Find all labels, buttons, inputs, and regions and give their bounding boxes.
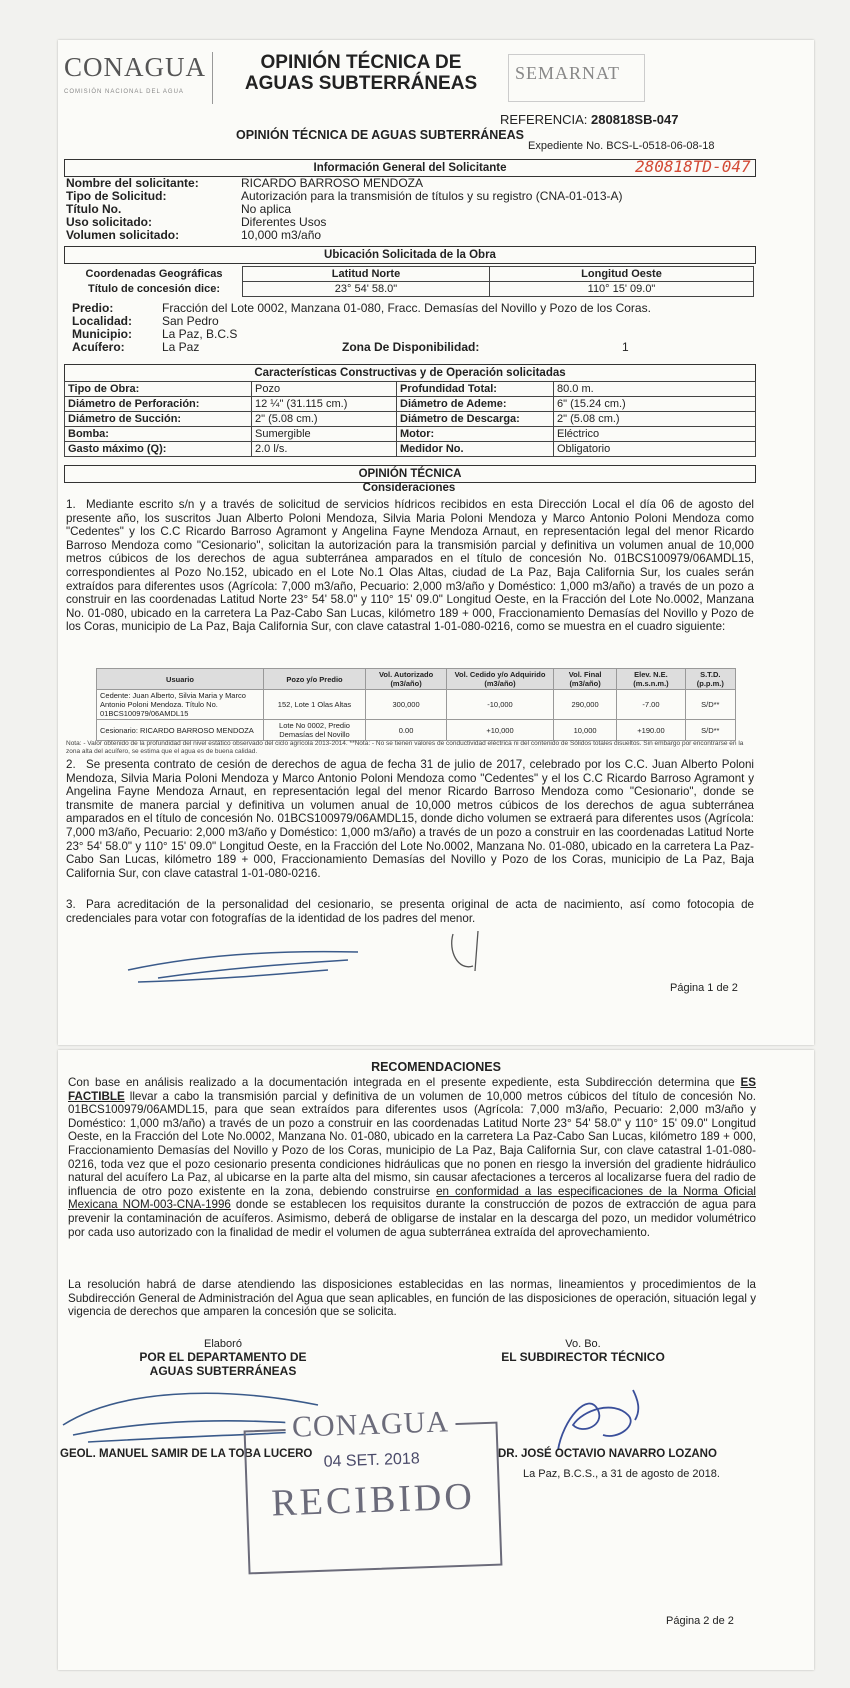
char-value: Eléctrico — [554, 427, 756, 442]
handwritten-reference: 280818TD-047 — [635, 157, 751, 176]
char-value: 80.0 m. — [554, 382, 756, 397]
property-value: Fracción del Lote 0002, Manzana 01-080, Fracc. Demasías del Novillo y Pozo de los Coras. — [162, 301, 651, 315]
reference-value: 280818SB-047 — [591, 112, 679, 127]
mini-cell: Cedente: Juan Alberto, Silvia Maria y Marco Antonio Poloni Mendoza. Título No. 01BCS100979/06AMDL15 — [97, 690, 264, 720]
longitude-header: Longitud Oeste — [490, 267, 754, 282]
general-label: Tipo de Solicitud: — [66, 189, 167, 203]
mini-header: S.T.D. (p.p.m.) — [685, 669, 735, 690]
characteristics-table — [64, 381, 756, 457]
mini-cell: -10,000 — [447, 690, 554, 720]
general-row — [66, 229, 756, 242]
location-label: Localidad: — [72, 314, 133, 328]
mini-header: Vol. Final (m3/año) — [553, 669, 617, 690]
mini-cell: -7.00 — [617, 690, 685, 720]
availability-zone-value: 1 — [622, 340, 629, 354]
characteristics-row — [65, 412, 756, 427]
char-label: Diámetro de Descarga: — [397, 412, 554, 427]
subdirector-title: EL SUBDIRECTOR TÉCNICO — [501, 1350, 665, 1364]
char-label: Profundidad Total: — [397, 382, 554, 397]
char-value: 2.0 l/s. — [252, 442, 397, 457]
mini-header: Vol. Autorizado (m3/año) — [366, 669, 447, 690]
char-value: 2" (5.08 cm.) — [554, 412, 756, 427]
mini-cell: +10,000 — [447, 720, 554, 741]
received-stamp — [244, 1405, 503, 1575]
characteristics-row — [65, 397, 756, 412]
elaboro-label: Elaboró — [204, 1338, 242, 1350]
section-location-header: Ubicación Solicitada de la Obra — [64, 246, 756, 264]
mini-header: Pozo y/o Predio — [264, 669, 366, 690]
aquifer-value: La Paz — [162, 340, 200, 354]
recommendations-title: RECOMENDACIONES — [371, 1060, 501, 1074]
signature-scribble-page1 — [118, 920, 438, 990]
table-row — [97, 720, 736, 741]
page-number-1: Página 1 de 2 — [670, 982, 738, 994]
latitude-value: 23° 54' 58.0" — [243, 282, 490, 297]
table-row — [97, 690, 736, 720]
requested-volume: 10,000 m3/año — [241, 228, 322, 242]
stamp-org: CONAGUA — [285, 1405, 456, 1445]
page-2 — [58, 1050, 814, 1670]
char-value: 2" (5.08 cm.) — [252, 412, 397, 427]
char-label: Gasto máximo (Q): — [65, 442, 252, 457]
mini-cell: 300,000 — [366, 690, 447, 720]
factibility-statement: ES FACTIBLE — [68, 1076, 756, 1103]
vobo-label: Vo. Bo. — [565, 1338, 601, 1350]
char-label: Bomba: — [65, 427, 252, 442]
general-row — [66, 203, 756, 216]
recommendations-body — [68, 1076, 756, 1239]
request-type: Autorización para la transmisión de títulos y su registro (CNA-01-013-A) — [241, 189, 623, 203]
char-value: 6" (15.24 cm.) — [554, 397, 756, 412]
location-row — [72, 341, 762, 354]
expediente-number: Expediente No. BCS-L-0518-06-08-18 — [528, 140, 715, 152]
location-label: Municipio: — [72, 327, 132, 341]
mini-cell: Cesionario: RICARDO BARROSO MENDOZA — [97, 720, 264, 741]
signer-left-name: GEOL. MANUEL SAMIR DE LA TOBA LUCERO — [60, 1448, 313, 1460]
recom-text-3: donde se establecen los requisitos durante la construcción de pozos de extracción de agua para prevenir la contaminación de acuíferos. Asimismo, deberá de obligarse de instalar en la descarga del pozo, un medidor volumétrico por cada uso autorizado con la finalidad de medir el volumen de agua subterránea extraída del aprovechamiento. — [68, 1198, 756, 1239]
department-line-1: POR EL DEPARTAMENTO DE — [139, 1350, 307, 1364]
requested-use: Diferentes Usos — [241, 215, 327, 229]
characteristics-row — [65, 427, 756, 442]
page-1 — [58, 40, 814, 1045]
section-general-info-header: Información General del Solicitante — [64, 159, 756, 177]
characteristics-row — [65, 442, 756, 457]
consideration-text: Mediante escrito s/n y a través de solicitud de servicios hídricos recibidos en esta Dirección Local el día 06 de agosto del presente año, los suscritos Juan Alberto Poloni Mendoza, Silvia Maria Poloni Mendoza y Marco Antonio Poloni Mendoza como "Cedentes" y los C.C Ricardo Barroso Agramont y Angelina Fayne Mendoza Arnaut, en representación legal del menor Ricardo Barroso Mendoza como "Cesionario", solicitan la autorización para la transmisión parcial y definitiva un volumen anual de 10,000 metros cúbicos de los derechos de agua subterránea amparados en el título de concesión No. 01BCS100979/06AMDL15, correspondientes al Pozo No.152, ubicado en el Lote No.1 Olas Altas, ciudad de La Paz, Baja California Sur, los cuales serán extraídos para diferentes usos (Agrícola: 7,000 m3/año, Pecuario: 2,000 m3/año y Doméstico: 1,000 m3/año) a través de un pozo a construir en las coordenadas Latitud Norte 23° 54' 58.0" y 110° 15' 09.0" Longitud Oeste, en la Fracción del Lote No.0002, Manzana No. 01-080, ubicado en la carretera La Paz-Cabo San Lucas, kilómetro 189 + 000, Fraccionamiento Demasías del Novillo y Pozo de los Coras, municipio de La Paz, Baja California Sur, con clave catastral 1-01-080-0216, como se muestra en el cuadro siguiente: — [66, 498, 754, 634]
vobo-block — [468, 1338, 698, 1364]
concession-label: Título de concesión dice: — [87, 283, 221, 295]
location-label: Predio: — [72, 301, 114, 315]
stamp-date: 04 SET. 2018 — [323, 1450, 420, 1471]
municipality-value: La Paz, B.C.S — [162, 327, 238, 341]
mini-cell: Lote No 0002, Predio Demasías del Novillo — [264, 720, 366, 741]
conagua-logo-text: CONAGUA — [64, 52, 206, 82]
mini-header: Usuario — [97, 669, 264, 690]
place-and-date: La Paz, B.C.S., a 31 de agosto de 2018. — [523, 1468, 720, 1480]
reference-label: REFERENCIA: — [500, 112, 588, 127]
signer-right-name: DR. JOSÉ OCTAVIO NAVARRO LOZANO — [498, 1448, 717, 1460]
reference-line — [500, 112, 679, 127]
coordinates-label: Coordenadas Geográficas — [85, 268, 223, 280]
resolution-paragraph: La resolución habrá de darse atendiendo las disposiciones establecidas en las normas, lineamientos y procedimientos de la Subdirección General de Administración del Agua que sean aplicables, en función de las disposiciones de operación, situación legal y vigencia de derechos que amparen la concesión que se solicita. — [68, 1278, 756, 1319]
mini-cell: 10,000 — [553, 720, 617, 741]
consideration-item-3: 3. Para acreditación de la personalidad del cesionario, se presenta original de acta de nacimiento, así como fotocopia de credenciales para votar con fotografías de la identidad de los padres del menor. — [66, 898, 754, 925]
conagua-logo-subtext: COMISIÓN NACIONAL DEL AGUA — [64, 89, 184, 95]
consideration-item-1: 1. Mediante escrito s/n y a través de solicitud de servicios hídricos recibidos en esta Dirección Local el día 06 de agosto del presente año, los suscritos Juan Alberto Poloni Mendoza, Silvia Maria Poloni Mendoza y Marco Antonio Poloni Mendoza como "Cedentes" y los C.C Ricardo Barroso Agramont y Angelina Fayne Mendoza Arnaut, en representación legal del menor Ricardo Barroso Mendoza como "Cesionario", solicitan la autorización para la transmisión parcial y definitiva un volumen anual de 10,000 metros cúbicos de los derechos de agua subterránea amparados en el título de concesión No. 01BCS100979/06AMDL15, correspondientes al Pozo No.152, ubicado en el Lote No.1 Olas Altas, ciudad de La Paz, Baja California Sur, los cuales serán extraídos para diferentes usos (Agrícola: 7,000 m3/año, Pecuario: 2,000 m3/año y Doméstico: 1,000 m3/año) a través de un pozo a construir en las coordenadas Latitud Norte 23° 54' 58.0" y 110° 15' 09.0" Longitud Oeste, en la Fracción del Lote No.0002, Manzana No. 01-080, ubicado en la carretera La Paz-Cabo San Lucas, kilómetro 189 + 000, Fraccionamiento Demasías del Novillo y Pozo de los Coras, municipio de La Paz, Baja California Sur, con clave catastral 1-01-080-0216, como se muestra en el cuadro siguiente: — [66, 498, 754, 634]
transfer-table — [96, 668, 736, 741]
page-number-2: Página 2 de 2 — [666, 1615, 734, 1627]
latitude-header: Latitud Norte — [243, 267, 490, 282]
section-characteristics-header: Características Constructivas y de Operación solicitadas — [64, 364, 756, 382]
coordinates-table — [66, 266, 754, 297]
char-label: Diámetro de Perforación: — [65, 397, 252, 412]
consideration-text: Para acreditación de la personalidad del cesionario, se presenta original de acta de nacimiento, así como fotocopia de credenciales para votar con fotografías de la identidad de los padres del menor. — [66, 898, 754, 925]
longitude-value: 110° 15' 09.0" — [490, 282, 754, 297]
norm-reference: en conformidad a las especificaciones de la Norma Oficial Mexicana NOM-003-CNA-1996 — [68, 1184, 757, 1212]
initial-scribble-page1 — [443, 926, 503, 976]
availability-zone-label: Zona De Disponibilidad: — [342, 340, 480, 354]
consideration-text: Se presenta contrato de cesión de derechos de agua de fecha 31 de julio de 2017, celebrado por los C.C. Juan Alberto Poloni Mendoza, Silvia Maria Poloni Mendoza y Marco Antonio Poloni Mendoza como "Cedentes" y el los C.C Ricardo Barroso Agramont y Angelina Fayne Mendoza Arnaut, en representación legal del menor Ricardo Barroso Mendoza como "Cesionario", donde se transmite de manera parcial y definitiva un volumen anual de 10,000 metros cúbicos de los derechos de agua subterránea amparados en el título de concesión No. 01BCS100979/06AMDL15, donde dicho volumen se extraerá para diferentes usos (Agrícola: 7,000 m3/año, Pecuario: 2,000 m3/año y Doméstico: 1,000 m3/año) a través de un pozo a construir en las coordenadas Latitud Norte 23° 54' 58.0" y 110° 15' 09.0" Longitud Oeste, en la Fracción del Lote No.0002, Manzana No. 01-080, ubicado en la carretera La Paz-Cabo San Lucas, kilómetro 189 + 000, Fraccionamiento Demasías del Novillo y Pozo de los Coras, municipio de La Paz, Baja California Sur, con clave catastral 1-01-080-0216. — [66, 758, 754, 880]
char-value: Pozo — [252, 382, 397, 397]
recom-text-2: llevar a cabo la transmisión parcial y definitiva de un volumen de 10,000 metros cúbicos del título de concesión No. 01BCS100979/06AMDL15, para que sean extraídos para diferentes usos (Agrícola: 7,000 m3/año, Pecuario: 2,000 m3/año y Doméstico: 1,000 m3/año) a través de un pozo a construir en las coordenadas Latitud Norte 23° 54' 58.0" y 110° 15' 09.0" Longitud Oeste, en la Fracción del Lote No.0002, Manzana No. 01-080, ubicado en la carretera La Paz-Cabo San Lucas, kilómetro 189 + 000, Fraccionamiento Demasías del Novillo y Pozo de los Coras, municipio de La Paz, Baja California Sur, con clave catastral 1-01-080-0216, toda vez que el pozo cesionario presenta condiciones hidráulicas que no ponen en riesgo la inversión del gradiente hidráulico natural del acuífero La Paz, al ubicarse en la parte alta del mismo, sin causar afectaciones a terceros al localizarse fuera del radio de influencia de otro pozo existente en la zona, debiendo construirse — [68, 1089, 756, 1198]
char-label: Diámetro de Succión: — [65, 412, 252, 427]
general-label: Título No. — [66, 202, 122, 216]
location-list — [72, 302, 762, 354]
char-label: Tipo de Obra: — [65, 382, 252, 397]
char-value: Sumergible — [252, 427, 397, 442]
char-value: 12 ¼" (31.115 cm.) — [252, 397, 397, 412]
general-info-list — [66, 177, 756, 242]
consideration-item-2: 2. Se presenta contrato de cesión de derechos de agua de fecha 31 de julio de 2017, celebrado por los C.C. Juan Alberto Poloni Mendoza, Silvia Maria Poloni Mendoza y Marco Antonio Poloni Mendoza como "Cedentes" y el los C.C Ricardo Barroso Agramont y Angelina Fayne Mendoza Arnaut, en representación legal del menor Ricardo Barroso Mendoza como "Cesionario", donde se transmite de manera parcial y definitiva un volumen anual de 10,000 metros cúbicos de los derechos de agua subterránea amparados en el título de concesión No. 01BCS100979/06AMDL15, donde dicho volumen se extraerá para diferentes usos (Agrícola: 7,000 m3/año, Pecuario: 2,000 m3/año y Doméstico: 1,000 m3/año) a través de un pozo a construir en las coordenadas Latitud Norte 23° 54' 58.0" y 110° 15' 09.0" Longitud Oeste, en la Fracción del Lote No.0002, Manzana No. 01-080, ubicado en la carretera La Paz-Cabo San Lucas, kilómetro 189 + 000, Fraccionamiento Demasías del Novillo y Pozo de los Coras, municipio de La Paz, Baja California Sur, con clave catastral 1-01-080-0216. — [66, 758, 754, 880]
general-row — [66, 190, 756, 203]
recom-text-1: Con base en análisis realizado a la documentación integrada en el presente expediente, esta Subdirección determina que — [68, 1076, 741, 1089]
semarnat-logo-text: SEMARNAT — [515, 63, 621, 83]
char-label: Diámetro de Ademe: — [397, 397, 554, 412]
considerations-title: Consideraciones — [362, 482, 456, 494]
mini-cell: S/D** — [685, 690, 735, 720]
mini-cell: 0.00 — [366, 720, 447, 741]
stamp-recibido: RECIBIDO — [270, 1475, 476, 1525]
conagua-logo — [64, 52, 213, 104]
mini-cell: 152, Lote 1 Olas Altas — [264, 690, 366, 720]
char-value: Obligatorio — [554, 442, 756, 457]
char-label: Medidor No. — [397, 442, 554, 457]
mini-cell: S/D** — [685, 720, 735, 741]
department-line-2: AGUAS SUBTERRÁNEAS — [149, 1364, 297, 1378]
mini-cell: 290,000 — [553, 690, 617, 720]
document-subtitle: OPINIÓN TÉCNICA DE AGUAS SUBTERRÁNEAS — [236, 128, 524, 142]
general-label: Nombre del solicitante: — [66, 176, 199, 190]
char-label: Motor: — [397, 427, 554, 442]
applicant-name: RICARDO BARROSO MENDOZA — [241, 176, 424, 190]
title-number: No aplica — [241, 202, 292, 216]
mini-cell: +190.00 — [617, 720, 685, 741]
location-label: Acuífero: — [72, 340, 125, 354]
document-title: OPINIÓN TÉCNICA DE AGUAS SUBTERRÁNEAS — [244, 52, 478, 94]
general-label: Uso solicitado: — [66, 215, 153, 229]
elaboro-block — [108, 1338, 338, 1378]
mini-header: Vol. Cedido y/o Adquirido (m3/año) — [447, 669, 554, 690]
characteristics-row — [65, 382, 756, 397]
semarnat-logo — [508, 54, 645, 102]
signature-right — [543, 1380, 653, 1455]
locality-value: San Pedro — [162, 314, 219, 328]
section-opinion-header: OPINIÓN TÉCNICA — [64, 465, 756, 483]
general-label: Volumen solicitado: — [66, 228, 180, 242]
table-note: Nota: - Valor obtenido de la profundidad del nivel estático observado del ciclo agrícola 2013-2014. **Nota: - No se tienen valores de conductividad eléctrica ni del contenido de Sólidos totales disueltos. Sin embargo por encontrarse en la zona alta del acuífero, se estima que el agua es de buena calidad. — [66, 740, 744, 755]
mini-header: Elev. N.E. (m.s.n.m.) — [617, 669, 685, 690]
